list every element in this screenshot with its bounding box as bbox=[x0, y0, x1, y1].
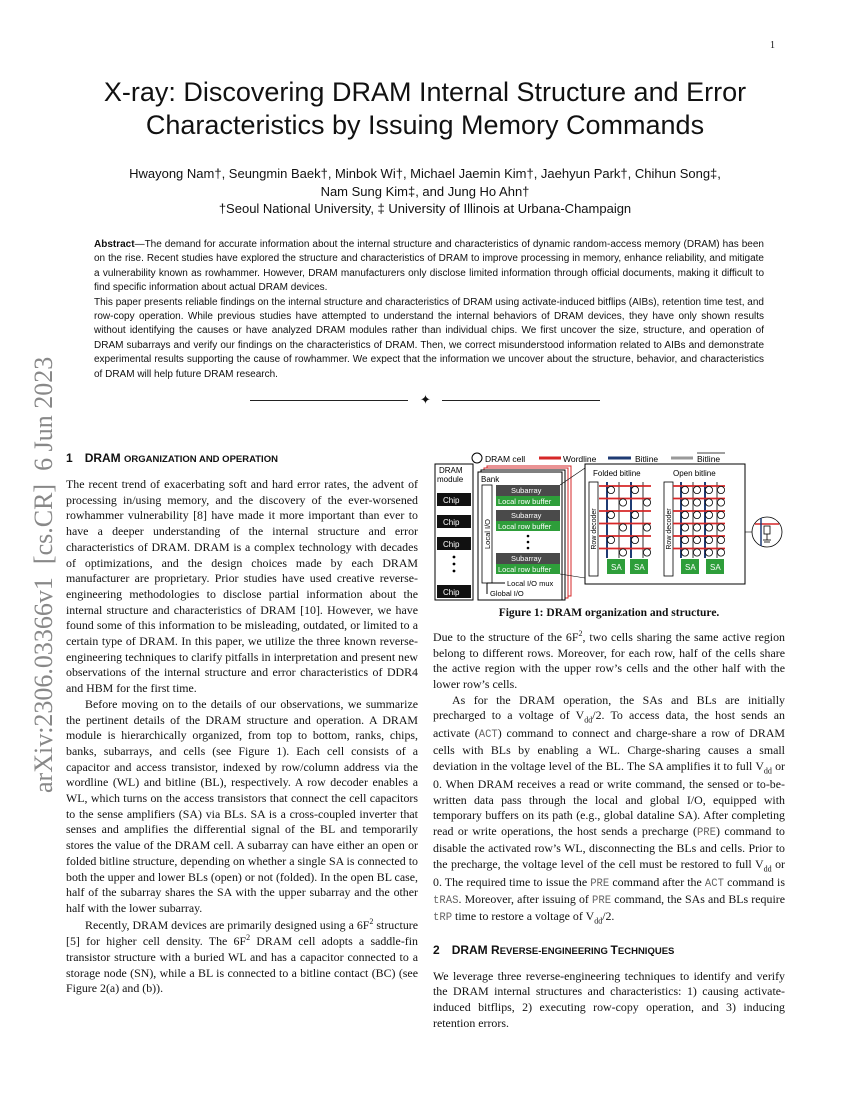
svg-text:Chip: Chip bbox=[443, 496, 460, 505]
open-cell bbox=[717, 536, 724, 543]
open-cell bbox=[693, 549, 700, 556]
open-cell bbox=[693, 486, 700, 493]
open-cell bbox=[717, 499, 724, 506]
authors-line-2: Nam Sung Kim‡, and Jung Ho Ahn† bbox=[320, 183, 530, 199]
open-cell bbox=[681, 486, 688, 493]
svg-text:Subarray: Subarray bbox=[511, 486, 542, 495]
open-cell bbox=[681, 524, 688, 531]
open-cell bbox=[693, 536, 700, 543]
open-bitline-label: Open bitline bbox=[673, 469, 716, 478]
title-line-2: Characteristics by Issuing Memory Commands bbox=[145, 110, 705, 141]
svg-text:Row decoder: Row decoder bbox=[591, 508, 598, 550]
open-cell bbox=[681, 499, 688, 506]
open-cell bbox=[681, 549, 688, 556]
title-line-1: X-ray: Discovering DRAM Internal Structure and Error bbox=[103, 77, 747, 107]
section-1-paragraph-3: Recently, DRAM devices are primarily designed using a $6F^2$ structure [5] for higher cell density. The $6F^2$ DRAM cell adopts a saddle-fin transistor structure with a buried WL and has a capacitor connected to a storage node (SN), while a BL is connected to a bitline contact (BC) (see Figure 2(a) and (b)). bbox=[66, 916, 418, 996]
open-cell bbox=[717, 486, 724, 493]
open-cell bbox=[705, 486, 712, 493]
abstract bbox=[94, 238, 764, 382]
open-cell bbox=[681, 511, 688, 518]
open-cell bbox=[717, 511, 724, 518]
section-1-paragraph-1: The recent trend of exacerbating soft and hard error rates, the advent of processing in/using memory, and the discovery of the ever-worsened rowhammer vulnerability [8] have made it more important than ever to have a deeper understanding of the internal structure and error characteristics of DRAM. DRAM is a complex technology with decades of optimizations, and the design choices made by each DRAM manufacturer are proprietary. Prior studies have used creative reverse-engineering methodologies to disclose partial information about the internal structure and characteristics of DRAM [10]. However, we have found some of this information to be misleading, outdated, or limited to a certain type of DRAM. In this paper, we utilize the three known reverse-engineering techniques to clarify pitfalls in interpretation and present new observations of the internal structure and error characteristics of DDR4 and HBM for the first time. bbox=[66, 477, 418, 696]
legend-cell-label: DRAM cell bbox=[485, 454, 526, 464]
separator-line-right bbox=[442, 400, 600, 401]
folded-cell bbox=[643, 524, 650, 531]
abstract-p2: This paper presents reliable findings on the internal structure and characteristics of DRAM using activate-induced bitflips (AIBs), retention time test, and row-copy operation. While previous studies have attempted to understand the internal behaviors of DRAM devices, they have only shown results without identifying the causes or have analyzed DRAM modules rather than individual chips. We first uncover the size, structure, and operation of DRAM subarrays and verify our findings on the characteristics of DRAM. Then, we correct misunderstood information related to AIBs and demonstrate experimental results supporting the cause of rowhammer. We expect that the information we uncover about the structure, behavior, and characteristics of DRAM will help future DRAM research. bbox=[94, 296, 764, 380]
paper-title bbox=[60, 76, 790, 143]
svg-text:Row decoder: Row decoder bbox=[666, 508, 673, 550]
open-cell bbox=[705, 536, 712, 543]
abstract-p1: —The demand for accurate information about the internal structure and characteristics of dynamic random-access memory (DRAM) has been on the rise. Recent studies have explored the structure and characteristics of DRAM to improve processing in memory, enhance reliability, and mitigate a vulnerability known as rowhammer. However, DRAM manufacturers only disclose limited information through official documents, making it difficult to find specific information about actual DRAM devices. bbox=[94, 239, 764, 294]
svg-text:Chip: Chip bbox=[443, 518, 460, 527]
svg-text:SA: SA bbox=[685, 563, 696, 572]
folded-cell bbox=[643, 549, 650, 556]
section-1-paragraph-2: Before moving on to the details of our observations, we summarize the pertinent details of the DRAM structure and operation. A DRAM module is hierarchically organized, from top to bottom, ranks, chips, banks, subarrays, and cells (see Figure 1). Each cell consists of a capacitor and access transistor, indexed by row/column address via the wordline (WL) and bitline (BL), respectively. A row decoder enables a WL, which turns on the access transistors that connect the cell capacitors to the sense amplifiers (SA) via BLs. SA is a cross-coupled inverter that senses and amplifies the differential signal of the BL and temporarily stores the value of the DRAM cell. A subarray can have either an open or folded bitline structure, depending on whether a single SA is connected to both the upper and lower BLs (open) or not (folded). In the open BL case, half of the subarray shares the SA with the upper subarray and the other half with the lower subarray. bbox=[66, 696, 418, 915]
col2-paragraph-2: As for the DRAM operation, the SAs and BLs are initially precharged to a voltage of $V_{dd}/2$. To access data, the host sends an activate (ACT) command to connect and charge-share a row of DRAM cells with BLs by enabling a WL. Charge-sharing causes a small deviation in the voltage level of the BL. The SA amplifies it to full $V_{dd}$ or 0. When DRAM receives a read or write command, the sensed or to-be-written data pass through the local and global I/O, equipped with temporary buffers on its path (e.g., global dataline SA). After completing read or write operations, the host sends a precharge (PRE) command to disable the activated row’s WL, disconnecting the BLs and cells. Prior to the precharge, the voltage level of the cell must be restored to full $V_{dd}$ or 0. The required time to issue the PRE command after the ACT command is tRAS. Moreover, after issuing of PRE command, the SAs and BLs require tRP time to restore a voltage of $V_{dd}/2$. bbox=[433, 692, 785, 926]
svg-text:Local I/O: Local I/O bbox=[483, 518, 492, 550]
svg-text:Subarray: Subarray bbox=[511, 554, 542, 563]
affiliations: †Seoul National University, ‡ University of Illinois at Urbana-Champaign bbox=[218, 201, 632, 217]
figure-1-caption: Figure 1: DRAM organization and structure. bbox=[498, 607, 720, 619]
open-cell bbox=[705, 499, 712, 506]
figure-1 bbox=[433, 452, 785, 602]
separator-diamond-icon: ✦ bbox=[420, 393, 431, 408]
svg-text:Chip: Chip bbox=[443, 540, 460, 549]
local-io-mux-label: Local I/O mux bbox=[507, 579, 554, 588]
module-label-1: DRAM bbox=[439, 466, 463, 475]
folded-cell bbox=[631, 486, 638, 493]
section-2-heading: 2 DRAM REVERSE-ENGINEERING TECHNIQUES bbox=[433, 942, 675, 957]
folded-cell bbox=[631, 536, 638, 543]
folded-cell bbox=[619, 499, 626, 506]
right-column bbox=[433, 629, 785, 1031]
author-list bbox=[60, 165, 790, 218]
folded-cell bbox=[607, 536, 614, 543]
open-cell bbox=[717, 549, 724, 556]
svg-text:SA: SA bbox=[710, 563, 721, 572]
abstract-label: Abstract bbox=[94, 239, 135, 250]
svg-text:Chip: Chip bbox=[443, 588, 460, 597]
svg-text:SA: SA bbox=[634, 563, 645, 572]
open-cell bbox=[693, 499, 700, 506]
section-separator bbox=[250, 393, 600, 409]
dram-module-box bbox=[435, 464, 473, 600]
section-2-paragraph-1: We leverage three reverse-engineering techniques to identify and verify the DRAM internal structures and characteristics: 1) causing activate-induced bitflips, 2) executing row-copy operation, and 3) inducing retention errors. bbox=[433, 968, 785, 1030]
folded-bitline-label: Folded bitline bbox=[593, 469, 641, 478]
open-cell bbox=[693, 524, 700, 531]
open-cell bbox=[705, 549, 712, 556]
folded-cell bbox=[619, 524, 626, 531]
folded-cell bbox=[607, 486, 614, 493]
separator-line-left bbox=[250, 400, 408, 401]
legend-wordline-label: Wordline bbox=[563, 454, 597, 464]
module-label-2: module bbox=[437, 475, 464, 484]
bank-label: Bank bbox=[481, 475, 500, 484]
authors-line-1: Hwayong Nam†, Seungmin Baek†, Minbok Wi†, Michael Jaemin Kim†, Jaehyun Park†, Chihun Song‡, bbox=[129, 166, 721, 181]
legend-bitline-bar-label: Bitline bbox=[697, 454, 721, 464]
svg-text:Subarray: Subarray bbox=[511, 511, 542, 520]
open-cell bbox=[681, 536, 688, 543]
svg-text:Local row buffer: Local row buffer bbox=[498, 565, 552, 574]
global-io-label: Global I/O bbox=[490, 589, 524, 598]
cell-zoom-circle bbox=[752, 517, 782, 547]
folded-cell bbox=[607, 511, 614, 518]
open-cell bbox=[705, 524, 712, 531]
open-cell bbox=[705, 511, 712, 518]
svg-text:Local row buffer: Local row buffer bbox=[498, 522, 552, 531]
folded-cell bbox=[619, 549, 626, 556]
page-number: 1 bbox=[770, 40, 775, 51]
section-1-heading: 1 DRAM ORGANIZATION AND OPERATION bbox=[66, 451, 278, 465]
folded-cell bbox=[631, 511, 638, 518]
arxiv-id-text: arXiv:2306.03366v1 [cs.CR] 6 Jun 2023 bbox=[29, 356, 58, 793]
arxiv-identifier bbox=[2, 278, 74, 798]
svg-text:Local row buffer: Local row buffer bbox=[498, 497, 552, 506]
folded-cell bbox=[643, 499, 650, 506]
col2-paragraph-1: Due to the structure of the $6F^2$, two cells sharing the same active region belong to different rows. Moreover, for each row, half of the cells share the active region with the upper row’s cells and the other half with the lower row’s cells. bbox=[433, 629, 785, 692]
legend-cell-icon bbox=[472, 453, 482, 463]
open-cell bbox=[717, 524, 724, 531]
svg-text:SA: SA bbox=[611, 563, 622, 572]
legend-bitline-label: Bitline bbox=[635, 454, 659, 464]
left-column bbox=[66, 451, 418, 997]
open-cell bbox=[693, 511, 700, 518]
